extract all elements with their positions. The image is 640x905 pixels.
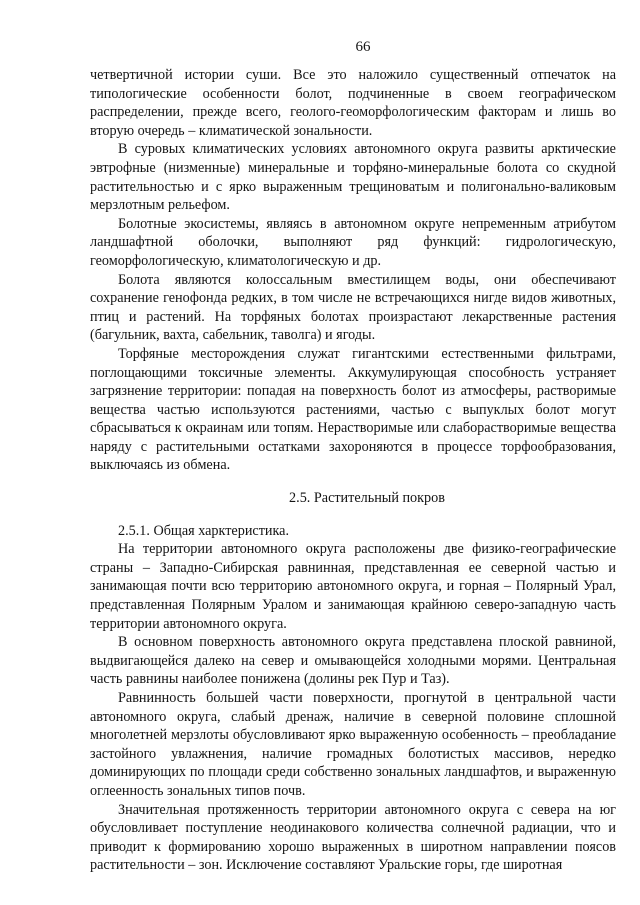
section-heading: 2.5. Растительный покров <box>289 490 445 507</box>
paragraph-latitudinal-zones: Значительная протяженность территории автономного округа с севера на юг обусловливает поступление неодинакового количества солнечной радиации, что и приводит к формированию хорошо выраженных в широтном направлении поясов растительности – зон. Исключение составляют Уральские горы, где широтная <box>90 801 616 874</box>
paragraph-water-storage: Болота являются колоссальным вместилищем воды, они обеспечивают сохранение генофонда редких, в том числе не встречающихся нигде видов животных, птиц и растений. На торфяных болотах произрастают лекарственные растения (багульник, вахта, сабельник, таволга) и ягоды. <box>90 271 616 344</box>
document-body <box>90 66 616 875</box>
subsection-heading: 2.5.1. Общая харктеристика. <box>118 522 290 539</box>
paragraph-plain-surface: В основном поверхность автономного округа представлена плоской равниной, выдвигающейся далеко на север и омывающейся холодными морями. Центральная часть равнины наиболее понижена (долины рек Пур и Таз). <box>90 634 616 688</box>
paragraph-bog-ecosystems: Болотные экосистемы, являясь в автономном округе непременным атрибутом ландшафтной оболочки, выполняют ряд функций: гидрологическую, геоморфологическую, климатологическую и др. <box>90 215 616 269</box>
paragraph-continuation: четвертичной истории суши. Все это наложило существенный отпечаток на типологические особенности болот, подчиненные в своем географическом распределении, прежде всего, геолого-геоморфологическим факторам и лишь во вторую очередь – климатической зональности. <box>90 67 616 139</box>
paragraph-peat-deposits: Торфяные месторождения служат гигантскими естественными фильтрами, поглощающими токсичные элементы. Аккумулирующая способность устраняет загрязнение территории: попадая на поверхность болот из атмосферы, растворимые вещества частью используются растениями, частью с выпуклых болот могут сбрасываться к окраинам или топям. Нерастворимые или слаборастворимые вещества наряду с растительными остатками захороняются в процессе торфообразования, выключаясь из обмена. <box>90 345 616 474</box>
paragraph-physiographic-regions: На территории автономного округа расположены две физико-географические страны – Западно-Сибирская равнинная, представленная ее северной частью и занимающая почти всю территорию автономного округа, и горная – Полярный Урал, представленная Полярным Уралом и занимающая крайнюю северо-западную часть территории автономного округа. <box>90 541 616 632</box>
paragraph-flatness: Равнинность большей части поверхности, прогнутой в центральной части автономного округа, слабый дренаж, наличие в северной половине сплошной многолетней мерзлоты обусловливают ярко выраженную особенность – преобладание застойного увлажнения, наличие громадных болотистых массивов, нередко доминирующих по площади среди собственно зональных ландшафтов, и выраженную оглеенность зональных типов почв. <box>90 690 616 799</box>
page-number: 66 <box>355 39 371 55</box>
paragraph-arctic-bogs: В суровых климатических условиях автономного округа развиты арктические эвтрофные (низменные) минеральные и торфяно-минеральные болота со скудной растительностью и с ярко выраженным трещиноватым и полигонально-валиковым мерзлотным рельефом. <box>90 141 616 214</box>
